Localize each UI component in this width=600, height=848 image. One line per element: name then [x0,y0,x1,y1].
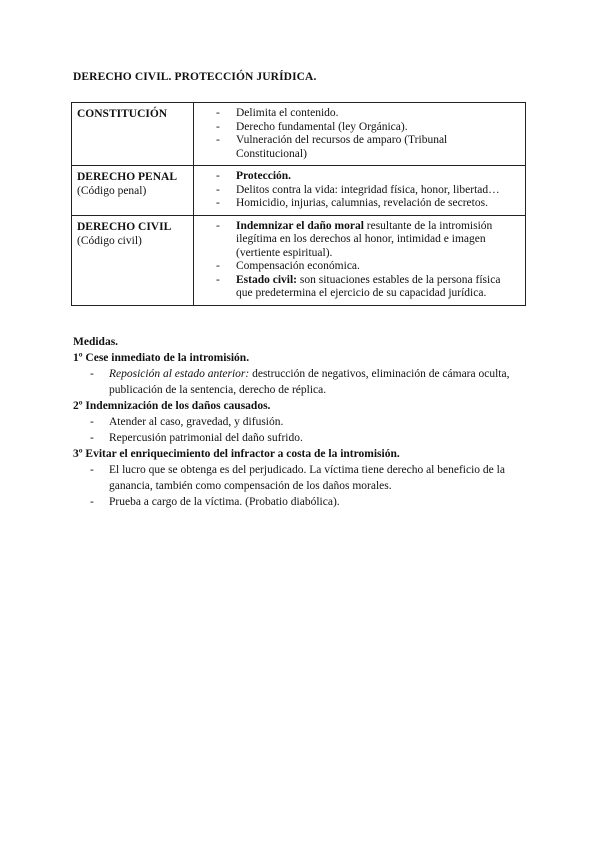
list-item: - El lucro que se obtenga es del perjudicado. La víctima tiene derecho al beneficio de la ganancia, también como compensación de los daños morales. [90,464,505,492]
category-name: DERECHO CIVIL [77,220,172,233]
list-item: - Repercusión patrimonial del daño sufrido. [90,432,303,444]
section-heading: 2º Indemnización de los daños causados. [73,400,271,412]
category-subtitle: (Código penal) [77,185,147,197]
category-cell [72,215,194,305]
section-heading: 1º Cese inmediato de la intromisión. [73,352,250,364]
list-item: - Indemnizar el daño moral resultante de la intromisión ilegítima en los derechos al honor, intimidad e imagen (vertiente espiritual). [216,219,493,259]
list-item: - Prueba a cargo de la víctima. (Probatio diabólica). [90,496,340,508]
list-item: - Homicidio, injurias, calumnias, revelación de secretos. [216,197,488,209]
medidas-section [73,334,533,510]
section-heading: 3º Evitar el enriquecimiento del infractor a costa de la intromisión. [73,448,400,460]
category-cell [72,166,194,216]
category-subtitle: (Código civil) [77,234,142,247]
category-name: CONSTITUCIÓN [77,108,168,120]
category-cell [72,103,194,166]
medidas-heading: Medidas. [73,336,119,348]
page-title: DERECHO CIVIL. PROTECCIÓN JURÍDICA. [73,71,317,83]
list-item: - Protección. [216,170,292,182]
category-name: DERECHO PENAL [77,171,177,183]
items-cell [194,215,526,305]
table-row [72,166,526,216]
list-item: - Delimita el contenido. [216,107,339,119]
list-item: - Atender al caso, gravedad, y difusión. [90,416,284,428]
list-item: - Compensación económica. [216,260,360,272]
table-row [72,103,526,166]
list-item: - Delitos contra la vida: integridad física, honor, libertad… [216,183,500,196]
table-row [72,215,526,305]
items-cell [194,103,526,166]
list-item: - Reposición al estado anterior: destrucción de negativos, eliminación de cámara oculta, publicación de la sentencia, derecho de réplica. [90,368,510,396]
protection-table [71,102,526,306]
list-item: - Derecho fundamental (ley Orgánica). [216,120,408,133]
items-cell [194,166,526,216]
list-item: - Estado civil: son situaciones estables de la persona física que predetermina el ejercicio de su capacidad jurídica. [216,273,501,299]
list-item: - Vulneración del recursos de amparo (Tribunal Constitucional) [216,134,448,160]
